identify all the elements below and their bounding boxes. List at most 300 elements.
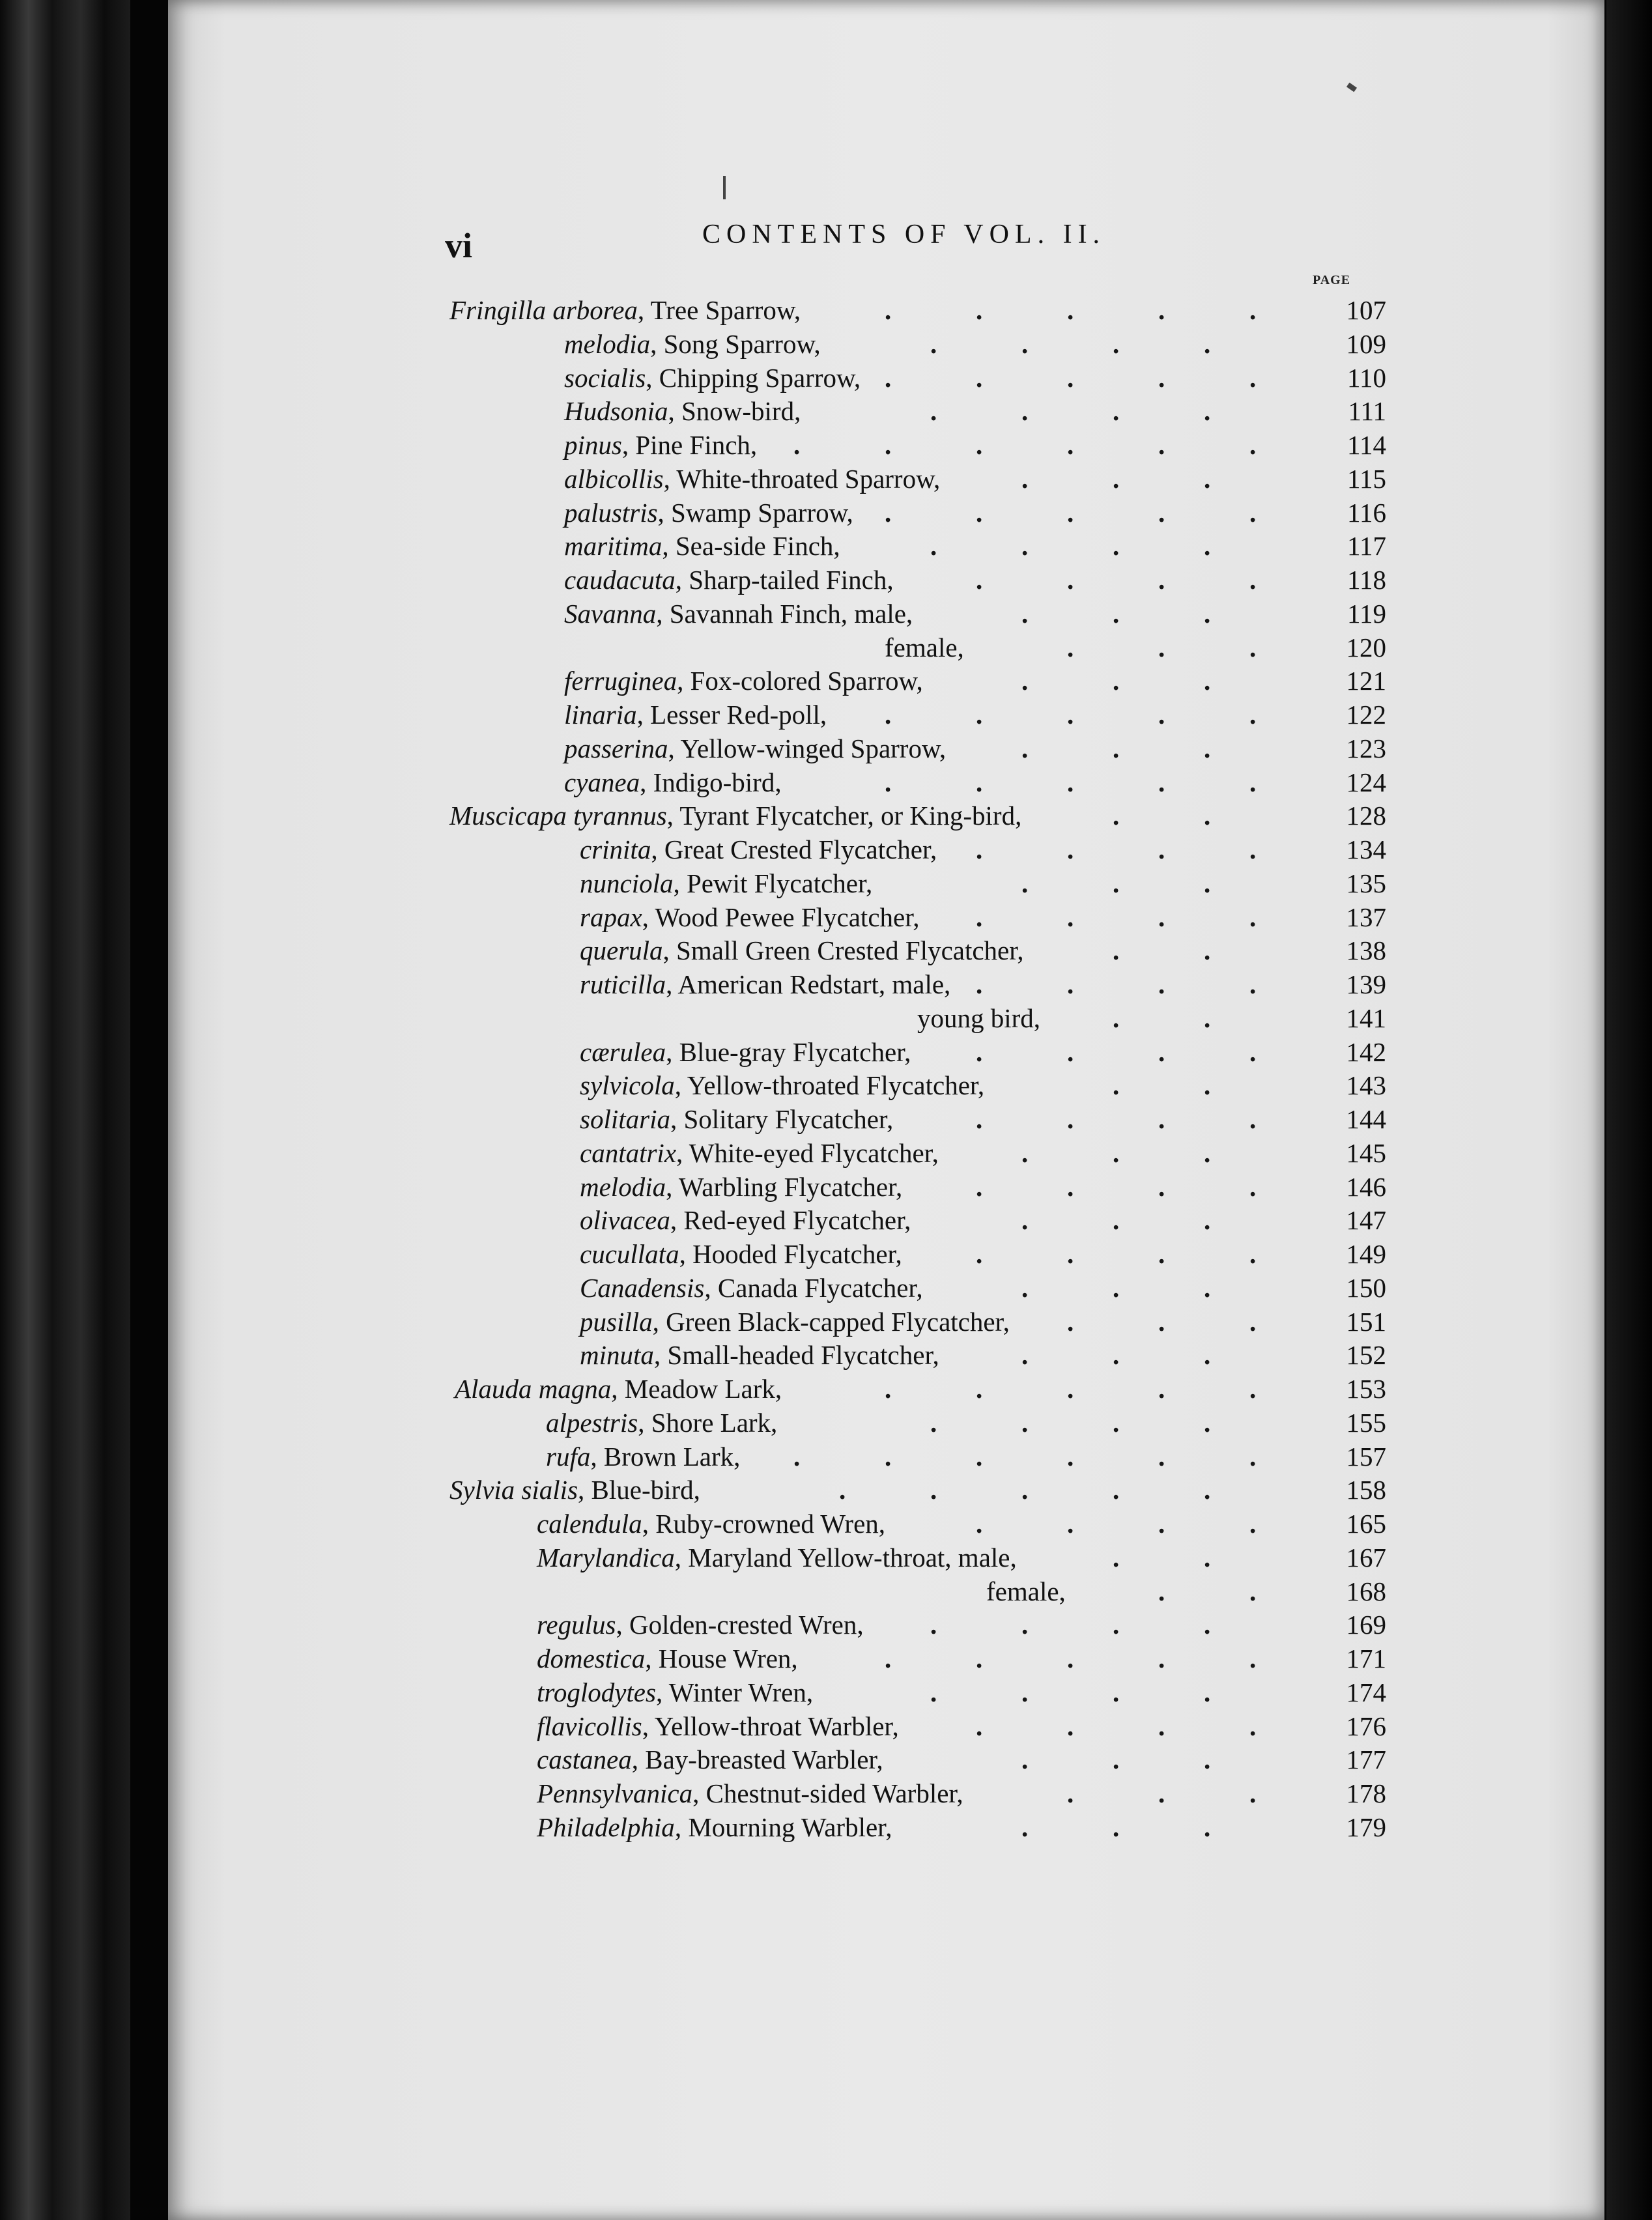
page-reference: 165 <box>1346 1509 1386 1539</box>
toc-entry <box>168 463 1604 497</box>
page-reference: 174 <box>1346 1677 1386 1707</box>
species-name: castanea <box>537 1744 632 1775</box>
common-name: female, <box>885 632 964 662</box>
species-name: melodia <box>580 1171 666 1202</box>
common-name: , Indigo-bird, <box>640 767 782 797</box>
toc-entry-title <box>449 294 801 326</box>
leader-dot: . <box>976 1374 983 1404</box>
toc-entry <box>168 868 1604 902</box>
common-name: , Tyrant Flycatcher, or King-bird, <box>666 801 1022 831</box>
leader-dot: . <box>976 295 983 325</box>
species-name: nunciola <box>580 868 674 898</box>
toc-entry <box>168 1204 1604 1238</box>
leader-dot: . <box>885 1374 892 1404</box>
page-reference: 117 <box>1347 531 1386 562</box>
leader-dot: . <box>1249 767 1257 797</box>
toc-entry-title <box>537 1542 1017 1573</box>
leader-dot: . <box>1021 733 1029 763</box>
leader-dot: . <box>976 1171 983 1202</box>
genus-name: Fringilla <box>449 295 547 325</box>
common-name: , Great Crested Flycatcher, <box>651 834 937 864</box>
leader-dot: . <box>1249 700 1257 730</box>
toc-entry-title <box>564 463 940 494</box>
common-name: , Bay-breasted Warbler, <box>631 1744 883 1775</box>
common-name: , Blue-gray Flycatcher, <box>666 1036 911 1067</box>
toc-entry-title <box>537 1744 883 1775</box>
leader-dot: . <box>1067 1509 1074 1539</box>
species-name: sylvicola <box>580 1070 675 1101</box>
leader-dot: . <box>1067 632 1074 662</box>
common-name: , Green Black-capped Flycatcher, <box>652 1306 1010 1337</box>
page-reference: 134 <box>1346 834 1386 864</box>
toc-entry <box>168 1373 1604 1407</box>
page-reference: 179 <box>1346 1812 1386 1842</box>
toc-entry-title <box>917 1003 1040 1034</box>
toc-entry <box>168 1812 1604 1845</box>
page-reference: 138 <box>1346 935 1386 966</box>
leader-dot: . <box>1158 1036 1165 1067</box>
toc-entry-title <box>580 1103 893 1135</box>
page-reference: 124 <box>1346 767 1386 797</box>
toc-entry <box>168 362 1604 396</box>
toc-entry <box>168 1677 1604 1711</box>
toc-entry <box>168 1339 1604 1373</box>
toc-entry <box>168 1238 1604 1272</box>
species-name: caudacuta <box>564 565 676 595</box>
leader-dot: . <box>1067 1644 1074 1673</box>
toc-entry-title <box>580 1171 902 1202</box>
species-name: passerina <box>564 733 668 763</box>
toc-entry <box>168 1542 1604 1576</box>
leader-dot: . <box>1158 295 1165 325</box>
leader-dot: . <box>1113 1003 1120 1033</box>
page-reference: 150 <box>1346 1272 1386 1303</box>
page-reference: 168 <box>1346 1576 1386 1606</box>
toc-entry <box>168 294 1604 328</box>
common-name: , Canada Flycatcher, <box>704 1272 923 1303</box>
species-name: pusilla <box>580 1306 653 1337</box>
leader-dot: . <box>1204 801 1211 831</box>
species-name: ferruginea <box>564 666 677 696</box>
book-spine-left <box>0 0 130 2220</box>
common-name: , Chestnut-sided Warbler, <box>692 1778 963 1808</box>
leader-dot: . <box>1021 1475 1029 1505</box>
leader-dot: . <box>976 1036 983 1067</box>
leader-dot: . <box>1113 1744 1120 1775</box>
species-name: calendula <box>537 1509 642 1539</box>
leader-dot: . <box>1113 801 1120 831</box>
species-name: Hudsonia <box>564 396 668 427</box>
page-reference: 144 <box>1346 1104 1386 1134</box>
leader-dot: . <box>976 902 983 932</box>
leader-dot: . <box>1113 396 1120 427</box>
species-name: cyanea <box>564 767 640 797</box>
species-name: Marylandica <box>537 1542 675 1572</box>
leader-dot: . <box>930 328 937 359</box>
leader-dot: . <box>1021 1407 1029 1438</box>
leader-dot: . <box>1067 1036 1074 1067</box>
common-name: , Warbling Flycatcher, <box>666 1171 903 1202</box>
common-name: , Tree Sparrow, <box>637 295 801 325</box>
leader-dot: . <box>1204 531 1211 562</box>
toc-entry-title <box>455 1373 782 1404</box>
common-name: , Shore Lark, <box>638 1407 778 1438</box>
leader-dot: . <box>1158 834 1165 864</box>
common-name: , Song Sparrow, <box>650 328 821 359</box>
page-reference: 147 <box>1346 1205 1386 1236</box>
common-name: , Swamp Sparrow, <box>657 497 853 528</box>
leader-dot: . <box>1249 362 1257 393</box>
page-reference: 178 <box>1346 1778 1386 1808</box>
common-name: , Winter Wren, <box>655 1677 814 1707</box>
toc-entry <box>168 1778 1604 1812</box>
toc-entry-title <box>564 328 821 360</box>
leader-dot: . <box>1158 1509 1165 1539</box>
toc-entry-title <box>449 1474 700 1505</box>
page-reference: 157 <box>1346 1441 1386 1472</box>
leader-dot: . <box>1113 733 1120 763</box>
toc-entry-title <box>537 1711 899 1742</box>
leader-dot: . <box>1113 1205 1120 1236</box>
leader-dot: . <box>1204 868 1211 898</box>
leader-dot: . <box>976 362 983 393</box>
common-name: young bird, <box>917 1003 1041 1033</box>
leader-dot: . <box>1204 1677 1211 1707</box>
species-name: Pennsylvanica <box>537 1778 693 1808</box>
common-name: , Sea-side Finch, <box>662 531 840 562</box>
common-name: , Solitary Flycatcher, <box>670 1104 894 1134</box>
toc-entry-title <box>580 902 919 933</box>
leader-dot: . <box>1021 531 1029 562</box>
toc-entry <box>168 1103 1604 1137</box>
toc-entry <box>168 665 1604 699</box>
genus-name: Muscicapa <box>449 801 567 831</box>
running-title: CONTENTS OF VOL. II. <box>702 220 1106 249</box>
genus-name: Sylvia <box>449 1475 515 1505</box>
leader-dot: . <box>1067 1778 1074 1808</box>
leader-dot: . <box>1204 1003 1211 1033</box>
toc-entry-title <box>546 1441 740 1472</box>
leader-dot: . <box>1158 1171 1165 1202</box>
page-reference: 119 <box>1347 598 1386 629</box>
toc-entry <box>168 1171 1604 1205</box>
species-name: tyrannus <box>573 801 667 831</box>
toc-entry <box>168 1306 1604 1340</box>
leader-dot: . <box>1158 362 1165 393</box>
species-name: alpestris <box>546 1407 638 1438</box>
leader-dot: . <box>1021 1205 1029 1236</box>
toc-entry-title <box>546 1407 777 1438</box>
common-name: , Pine Finch, <box>621 430 758 460</box>
species-name: domestica <box>537 1644 646 1673</box>
leader-dot: . <box>1249 430 1257 460</box>
common-name: , Lesser Red-poll, <box>636 700 827 730</box>
leader-dot: . <box>1204 666 1211 696</box>
toc-entry <box>168 800 1604 834</box>
leader-dot: . <box>1204 1070 1211 1101</box>
common-name: , Yellow-winged Sparrow, <box>668 733 947 763</box>
leader-dot: . <box>1249 1441 1257 1472</box>
species-name: magna <box>538 1374 612 1404</box>
leader-dot: . <box>1249 497 1257 528</box>
leader-dot: . <box>1021 1340 1029 1371</box>
toc-entry <box>168 429 1604 463</box>
common-name: , Chipping Sparrow, <box>646 362 861 393</box>
leader-dot: . <box>976 1239 983 1269</box>
page-reference: 118 <box>1347 565 1386 595</box>
common-name: , House Wren, <box>645 1644 798 1673</box>
leader-dot: . <box>1158 700 1165 730</box>
common-name: , Meadow Lark, <box>611 1374 782 1404</box>
toc-entry-title <box>564 733 946 764</box>
species-name: pinus <box>564 430 622 460</box>
leader-dot: . <box>885 430 892 460</box>
leader-dot: . <box>1249 1644 1257 1673</box>
page-reference: 116 <box>1347 497 1386 528</box>
leader-dot: . <box>1021 598 1029 629</box>
page-reference: 121 <box>1346 666 1386 696</box>
leader-dot: . <box>1113 1137 1120 1168</box>
leader-dot: . <box>976 1104 983 1134</box>
leader-dot: . <box>1204 463 1211 494</box>
leader-dot: . <box>1158 1644 1165 1673</box>
book-page <box>168 0 1604 2220</box>
page-reference: 146 <box>1346 1171 1386 1202</box>
leader-dot: . <box>1021 1137 1029 1168</box>
species-name: solitaria <box>580 1104 670 1134</box>
toc-entry-title <box>564 598 913 629</box>
toc-entry <box>168 1744 1604 1778</box>
species-name: regulus <box>537 1610 616 1640</box>
leader-dot: . <box>1113 463 1120 494</box>
page-reference: 141 <box>1346 1003 1386 1033</box>
species-name: rufa <box>546 1441 591 1472</box>
toc-entry-title <box>580 1238 902 1270</box>
species-name: querula <box>580 935 663 966</box>
leader-dot: . <box>1204 1340 1211 1371</box>
leader-dot: . <box>1204 1610 1211 1640</box>
leader-dot: . <box>1204 1744 1211 1775</box>
leader-dot: . <box>1204 598 1211 629</box>
leader-dot: . <box>1021 868 1029 898</box>
toc-entry <box>168 328 1604 362</box>
contents-list <box>168 0 1604 2220</box>
leader-dot: . <box>976 497 983 528</box>
toc-entry <box>168 767 1604 801</box>
toc-entry <box>168 1643 1604 1677</box>
leader-dot: . <box>976 1441 983 1472</box>
toc-entry-title <box>580 1137 939 1169</box>
leader-dot: . <box>1113 666 1120 696</box>
page-reference: 152 <box>1346 1340 1386 1371</box>
page-reference: 123 <box>1346 733 1386 763</box>
leader-dot: . <box>1021 1812 1029 1842</box>
leader-dot: . <box>930 396 937 427</box>
leader-dot: . <box>1249 1171 1257 1202</box>
leader-dot: . <box>1021 1744 1029 1775</box>
leader-dot: . <box>885 767 892 797</box>
toc-entry-title <box>537 1778 963 1809</box>
leader-dot: . <box>1204 1272 1211 1303</box>
leader-dot: . <box>1113 598 1120 629</box>
leader-dot: . <box>1158 1711 1165 1741</box>
page-reference: 151 <box>1346 1306 1386 1337</box>
toc-entry-title <box>580 1306 1010 1337</box>
common-name: , American Redstart, male, <box>666 969 951 999</box>
leader-dot: . <box>1158 1104 1165 1134</box>
leader-dot: . <box>930 1407 937 1438</box>
leader-dot: . <box>1158 969 1165 999</box>
species-name: albicollis <box>564 463 664 494</box>
leader-dot: . <box>793 430 801 460</box>
species-name: linaria <box>564 700 637 730</box>
leader-dot: . <box>1067 969 1074 999</box>
page-reference: 135 <box>1346 868 1386 898</box>
toc-entry <box>168 834 1604 868</box>
leader-dot: . <box>930 1610 937 1640</box>
toc-entry <box>168 935 1604 969</box>
leader-dot: . <box>1113 1610 1120 1640</box>
toc-entry <box>168 1441 1604 1475</box>
leader-dot: . <box>1204 935 1211 966</box>
page-reference: 171 <box>1346 1644 1386 1673</box>
species-name: rapax <box>580 902 642 932</box>
leader-dot: . <box>1067 295 1074 325</box>
common-name: , Small-headed Flycatcher, <box>653 1340 939 1371</box>
page-reference: 107 <box>1346 295 1386 325</box>
page-number: vi <box>445 226 473 265</box>
toc-entry-title <box>564 767 782 798</box>
leader-dot: . <box>930 1677 937 1707</box>
leader-dot: . <box>1249 632 1257 662</box>
ink-mark <box>723 176 726 199</box>
toc-entry <box>168 969 1604 1003</box>
leader-dot: . <box>1158 1374 1165 1404</box>
leader-dot: . <box>1249 1306 1257 1337</box>
leader-dot: . <box>1067 497 1074 528</box>
leader-dot: . <box>885 362 892 393</box>
leader-dot: . <box>976 430 983 460</box>
common-name: , Snow-bird, <box>668 396 801 427</box>
page-reference: 120 <box>1346 632 1386 662</box>
toc-entry-title <box>564 530 840 562</box>
toc-entry-title <box>580 1070 984 1101</box>
leader-dot: . <box>1067 1306 1074 1337</box>
leader-dot: . <box>1113 868 1120 898</box>
leader-dot: . <box>1204 1205 1211 1236</box>
toc-entry-title <box>580 868 872 899</box>
toc-entry-title <box>564 429 757 461</box>
leader-dot: . <box>976 834 983 864</box>
page-reference: 169 <box>1346 1610 1386 1640</box>
toc-entry-title <box>537 1643 798 1674</box>
leader-dot: . <box>1249 1239 1257 1269</box>
page-reference: 176 <box>1346 1711 1386 1741</box>
leader-dot: . <box>1067 1374 1074 1404</box>
common-name: , Blue-bird, <box>578 1475 700 1505</box>
leader-dot: . <box>1067 1104 1074 1134</box>
toc-entry <box>168 1508 1604 1542</box>
leader-dot: . <box>1158 767 1165 797</box>
page-reference: 128 <box>1346 801 1386 831</box>
leader-dot: . <box>1158 1441 1165 1472</box>
page-reference: 145 <box>1346 1137 1386 1168</box>
species-name: troglodytes <box>537 1677 656 1707</box>
leader-dot: . <box>1113 1070 1120 1101</box>
species-name: Canadensis <box>580 1272 705 1303</box>
leader-dot: . <box>1113 1812 1120 1842</box>
toc-entry-title <box>537 1508 885 1539</box>
leader-dot: . <box>1113 1407 1120 1438</box>
leader-dot: . <box>1204 1137 1211 1168</box>
toc-entry <box>168 1609 1604 1643</box>
toc-entry-title <box>580 969 950 1000</box>
leader-dot: . <box>1158 902 1165 932</box>
leader-dot: . <box>1113 1542 1120 1572</box>
common-name: , Fox-colored Sparrow, <box>677 666 923 696</box>
leader-dot: . <box>1249 969 1257 999</box>
leader-dot: . <box>1021 463 1029 494</box>
leader-dot: . <box>1067 1171 1074 1202</box>
toc-entry-title <box>564 362 861 393</box>
leader-dot: . <box>1113 1475 1120 1505</box>
page-reference: 177 <box>1346 1744 1386 1775</box>
leader-dot: . <box>1021 1677 1029 1707</box>
toc-entry <box>168 1407 1604 1441</box>
leader-dot: . <box>1067 565 1074 595</box>
leader-dot: . <box>1158 1306 1165 1337</box>
page-reference: 139 <box>1346 969 1386 999</box>
toc-entry <box>168 902 1604 935</box>
leader-dot: . <box>1021 1272 1029 1303</box>
leader-dot: . <box>1113 1677 1120 1707</box>
leader-dot: . <box>1204 1407 1211 1438</box>
species-name: socialis <box>564 362 646 393</box>
leader-dot: . <box>885 1441 892 1472</box>
leader-dot: . <box>1158 1778 1165 1808</box>
species-name: palustris <box>564 497 658 528</box>
toc-entry-title <box>537 1677 813 1708</box>
leader-dot: . <box>885 700 892 730</box>
leader-dot: . <box>976 767 983 797</box>
page-reference: 143 <box>1346 1070 1386 1101</box>
toc-entry <box>168 497 1604 531</box>
leader-dot: . <box>1067 430 1074 460</box>
leader-dot: . <box>1158 1239 1165 1269</box>
leader-dot: . <box>1249 1576 1257 1606</box>
leader-dot: . <box>976 969 983 999</box>
toc-entry-title <box>564 665 923 696</box>
toc-entry-title <box>986 1576 1066 1607</box>
toc-entry <box>168 1070 1604 1103</box>
species-name: sialis <box>521 1475 578 1505</box>
page-reference: 137 <box>1346 902 1386 932</box>
leader-dot: . <box>1249 902 1257 932</box>
toc-entry <box>168 1272 1604 1306</box>
leader-dot: . <box>1158 632 1165 662</box>
page-reference: 149 <box>1346 1239 1386 1269</box>
leader-dot: . <box>976 1711 983 1741</box>
toc-entry <box>168 598 1604 632</box>
leader-dot: . <box>1021 666 1029 696</box>
leader-dot: . <box>1204 328 1211 359</box>
species-name: arborea <box>552 295 638 325</box>
leader-dot: . <box>1204 1812 1211 1842</box>
species-name: cucullata <box>580 1239 679 1269</box>
species-name: Savanna <box>564 598 657 629</box>
book-spine-right <box>1606 0 1652 2220</box>
leader-dot: . <box>1113 531 1120 562</box>
